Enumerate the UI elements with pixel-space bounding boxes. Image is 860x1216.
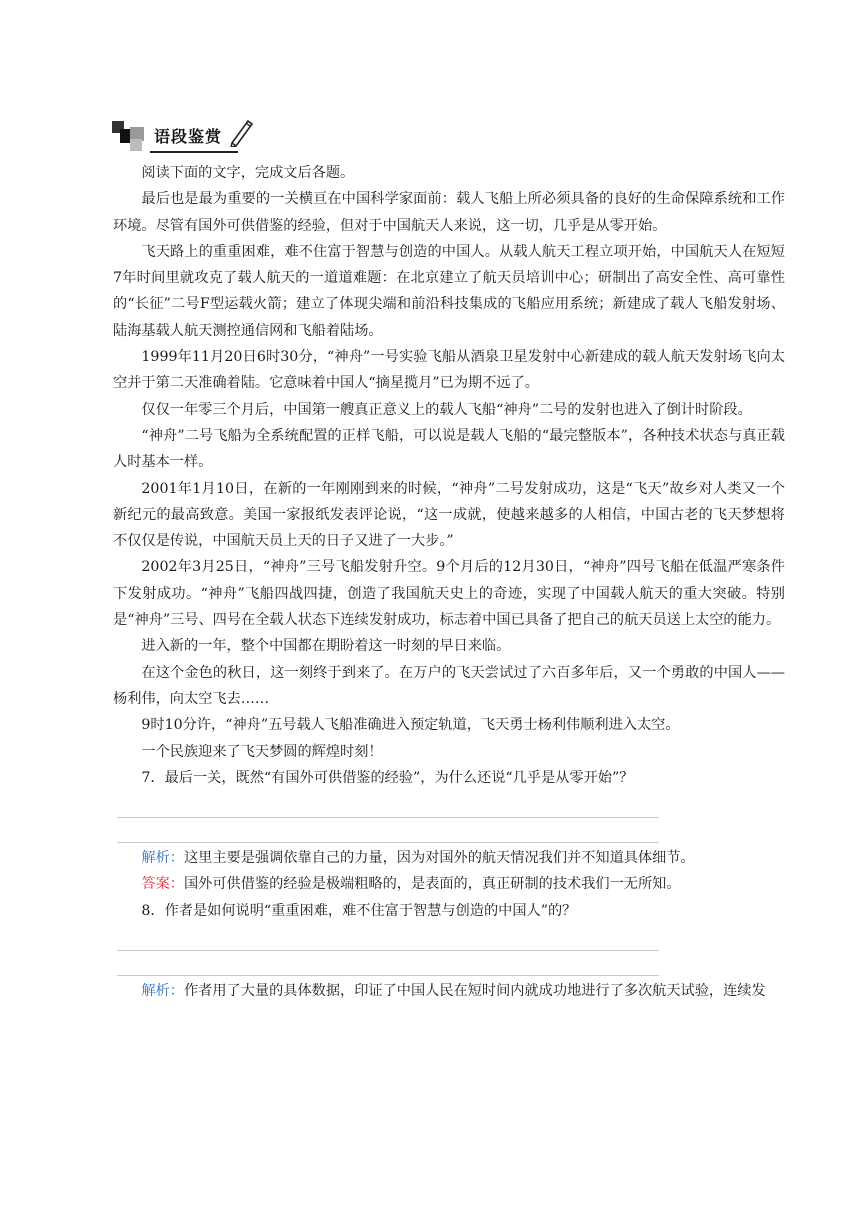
passage-paragraph: 2002年3月25日，“神舟”三号飞船发射升空。9个月后的12月30日，“神舟”四号飞船在低温严寒条件下发射成功。“神舟”飞船四战四捷，创造了我国航天史上的奇迹，实现了中国载人航天的重大突破。特别是“神舟”三号、四号在全载人状态下连续发射成功，标志着中国已具备了把自己的航天员送上太空的能力。: [113, 559, 785, 629]
passage-paragraph: 1999年11月20日6时30分，“神舟”一号实验飞船从酒泉卫星发射中心新建成的载人航天发射场飞向太空并于第二天准确着陆。它意味着中国人“摘星揽月”已为期不远了。: [113, 349, 785, 392]
intro-instruction: 阅读下面的文字，完成文后各题。: [141, 165, 355, 181]
reading-passage: [113, 160, 785, 1004]
section-header: [110, 118, 254, 154]
answer-area-7: [113, 791, 785, 845]
passage-paragraph: 在这个金色的秋日，这一刻终于到来了。在万户的飞天尝试过了六百多年后，又一个勇敢的中国人——杨利伟，向太空飞去……: [113, 664, 785, 707]
section-title-underline: [150, 151, 238, 153]
passage-paragraph: 9时10分许，“神舟”五号载人飞船准确进入预定轨道，飞天勇士杨利伟顺利进入太空。: [141, 717, 680, 734]
passage-paragraph: “神舟”二号飞船为全系统配置的正样飞船，可以说是载人飞船的“最完整版本”，各种技术状态与真正载人时基本一样。: [113, 427, 785, 471]
passage-paragraph: 仅仅一年零三个月后，中国第一艘真正意义上的载人飞船“神舟”二号的发射也进入了倒计时阶段。: [141, 401, 752, 418]
answer-area-8: [113, 924, 785, 978]
passage-paragraph: 进入新的一年，整个中国都在期盼着这一时刻的早日来临。: [141, 638, 511, 655]
analysis-8: [113, 978, 785, 1004]
answer-line[interactable]: [117, 926, 659, 951]
passage-paragraph: 2001年1月10日，在新的一年刚刚到来的时候，“神舟”二号发射成功，这是“飞天”故乡对人类又一个新纪元的最高致意。美国一家报纸发表评论说，“这一成就，使越来越多的人相信，中国古老的飞天梦想将不仅仅是传说，中国航天员上天的日子又进了一大步。”: [113, 480, 785, 550]
analysis-text: 这里主要是强调依靠自己的力量，因为对国外的航天情况我们并不知道具体细节。: [183, 850, 695, 867]
answer-text: 国外可供借鉴的经验是极端粗略的，是表面的，真正研制的技术我们一无所知。: [183, 876, 681, 893]
stacked-squares-icon: [110, 119, 150, 153]
answer-label: 答案：: [141, 876, 184, 893]
passage-paragraph: 一个民族迎来了飞天梦圆的辉煌时刻！: [141, 743, 383, 760]
answer-7: [113, 871, 785, 897]
answer-line[interactable]: [117, 818, 659, 843]
answer-line[interactable]: [117, 793, 659, 818]
section-title-wrap: [150, 124, 238, 149]
analysis-label: 解析：: [141, 983, 184, 1000]
passage-paragraph: 飞天路上的重重困难，难不住富于智慧与创造的中国人。从载人航天工程立项开始，中国航天人在短短7年时间里就攻克了载人航天的一道道难题：在北京建立了航天员培训中心；研制出了高安全性、高可靠性的“长征”二号F型运载火箭；建立了体现尖端和前沿科技集成的飞船应用系统；新建成了载人飞船发射场、陆海基载人航天测控通信网和飞船着陆场。: [113, 243, 785, 339]
analysis-label: 解析：: [141, 850, 184, 867]
section-title: 语段鉴赏: [154, 126, 223, 146]
passage-paragraph: 最后也是最为重要的一关横亘在中国科学家面前：载人飞船上所必须具备的良好的生命保障系统和工作环境。尽管有国外可供借鉴的经验，但对于中国航天人来说，这一切，几乎是从零开始。: [113, 191, 785, 234]
analysis-text: 作者用了大量的具体数据，印证了中国人民在短时间内就成功地进行了多次航天试验，连续发: [183, 983, 766, 1000]
question-7: 7．最后一关，既然“有国外可供借鉴的经验”，为什么还说“几乎是从零开始”？: [141, 769, 634, 786]
answer-line[interactable]: [117, 951, 659, 976]
question-8: 8．作者是如何说明“重重困难，难不住富于智慧与创造的中国人”的？: [141, 902, 577, 919]
analysis-7: [113, 845, 785, 871]
